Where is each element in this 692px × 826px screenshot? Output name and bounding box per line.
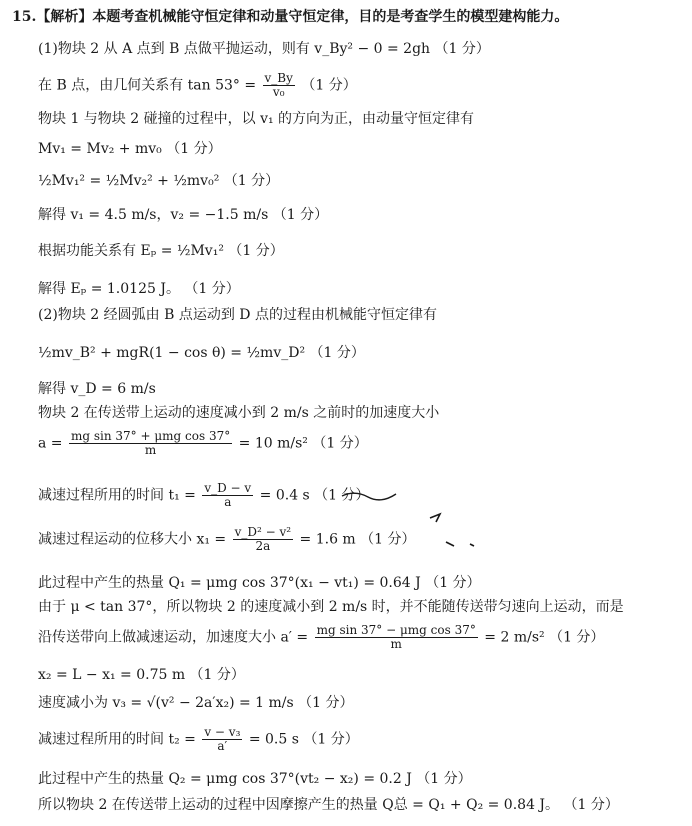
solution-line: 由于 μ < tan 37°，所以物块 2 的速度减小到 2 m/s 时，并不能随传送带匀速向上运动，而是 <box>38 599 624 615</box>
analysis-tag: 【解析】 <box>36 9 93 25</box>
line-score: = 10 m/s² （1 分） <box>238 435 368 452</box>
fraction <box>233 526 293 553</box>
fraction-numerator: v − v₃ <box>204 725 241 739</box>
fraction-denominator: v₀ <box>272 85 285 99</box>
solution-line: 此过程中产生的热量 Q₁ = μmg cos 37°(x₁ − vt₁) = 0.64 J （1 分） <box>38 575 481 591</box>
line-text: 在 B 点，由几何关系有 tan 53° = <box>38 77 257 94</box>
pen-scribble-mark <box>424 512 484 552</box>
solution-line: 此过程中产生的热量 Q₂ = μmg cos 37°(vt₂ − x₂) = 0.2 J （1 分） <box>38 771 472 787</box>
solution-line: x₂ = L − x₁ = 0.75 m （1 分） <box>38 667 245 683</box>
line-score: = 0.5 s （1 分） <box>248 731 359 748</box>
solution-line: 解得 v_D = 6 m/s <box>38 381 156 397</box>
solution-line: 所以物块 2 在传送带上运动的过程中因摩擦产生的热量 Q总 = Q₁ + Q₂ = 0.84 J。 （1 分） <box>38 797 619 813</box>
solution-line: (2)物块 2 经圆弧由 B 点运动到 D 点的过程由机械能守恒定律有 <box>38 307 437 323</box>
line-text: 减速过程所用的时间 t₁ = <box>38 487 196 504</box>
solution-line: ½Mv₁² = ½Mv₂² + ½mv₀² （1 分） <box>38 173 280 189</box>
analysis-intro: 本题考查机械能守恒定律和动量守恒定律，目的是考查学生的模型建构能力。 <box>92 9 569 25</box>
fraction-numerator: v_By <box>264 71 293 85</box>
solution-line: 物块 2 在传送带上运动的速度减小到 2 m/s 之前时的加速度大小 <box>38 405 440 421</box>
solution-line <box>38 430 368 457</box>
question-header <box>12 8 568 26</box>
fraction-numerator: v_D² − v² <box>234 525 292 539</box>
fraction <box>69 430 232 457</box>
line-score: = 1.6 m （1 分） <box>299 531 416 548</box>
line-text: a = <box>38 435 63 452</box>
pen-scribble-mark <box>340 488 400 502</box>
line-text: 减速过程运动的位移大小 x₁ = <box>38 531 227 548</box>
fraction-numerator: mg sin 37° − μmg cos 37° <box>316 623 476 637</box>
fraction-numerator: mg sin 37° + μmg cos 37° <box>70 429 231 443</box>
line-score: （1 分） <box>301 77 357 94</box>
question-number: 15. <box>12 9 37 25</box>
solution-line: 解得 v₁ = 4.5 m/s，v₂ = −1.5 m/s （1 分） <box>38 207 329 223</box>
fraction-denominator: m <box>390 637 402 651</box>
line-score: = 0.4 s （1 分） <box>259 487 370 504</box>
line-text: 减速过程所用的时间 t₂ = <box>38 731 196 748</box>
solution-line <box>38 72 357 99</box>
line-text: 沿传送带向上做减速运动，加速度大小 a′ = <box>38 629 309 646</box>
fraction-denominator: m <box>144 443 157 457</box>
solution-line: 解得 Eₚ = 1.0125 J。 （1 分） <box>38 281 240 297</box>
solution-line <box>38 726 359 753</box>
solution-line: 根据功能关系有 Eₚ = ½Mv₁² （1 分） <box>38 243 284 259</box>
solution-line: Mv₁ = Mv₂ + mv₀ （1 分） <box>38 141 222 157</box>
fraction-denominator: a′ <box>217 739 228 753</box>
fraction-numerator: v_D − v <box>204 481 252 495</box>
solution-line: (1)物块 2 从 A 点到 B 点做平抛运动，则有 v_By² − 0 = 2gh （1 分） <box>38 41 490 57</box>
solution-line <box>38 624 604 651</box>
solution-line: 物块 1 与物块 2 碰撞的过程中，以 v₁ 的方向为正，由动量守恒定律有 <box>38 111 475 127</box>
solution-line: ½mv_B² + mgR(1 − cos θ) = ½mv_D² （1 分） <box>38 345 365 361</box>
solution-line <box>38 482 370 509</box>
fraction <box>202 482 253 509</box>
fraction-denominator: 2a <box>255 539 271 553</box>
solution-line: 速度减小为 v₃ = √(v² − 2a′x₂) = 1 m/s （1 分） <box>38 695 354 711</box>
solution-line <box>38 526 416 553</box>
fraction <box>263 72 295 99</box>
fraction-denominator: a <box>224 495 232 509</box>
fraction <box>315 624 478 651</box>
fraction <box>202 726 242 753</box>
line-score: = 2 m/s² （1 分） <box>484 629 605 646</box>
